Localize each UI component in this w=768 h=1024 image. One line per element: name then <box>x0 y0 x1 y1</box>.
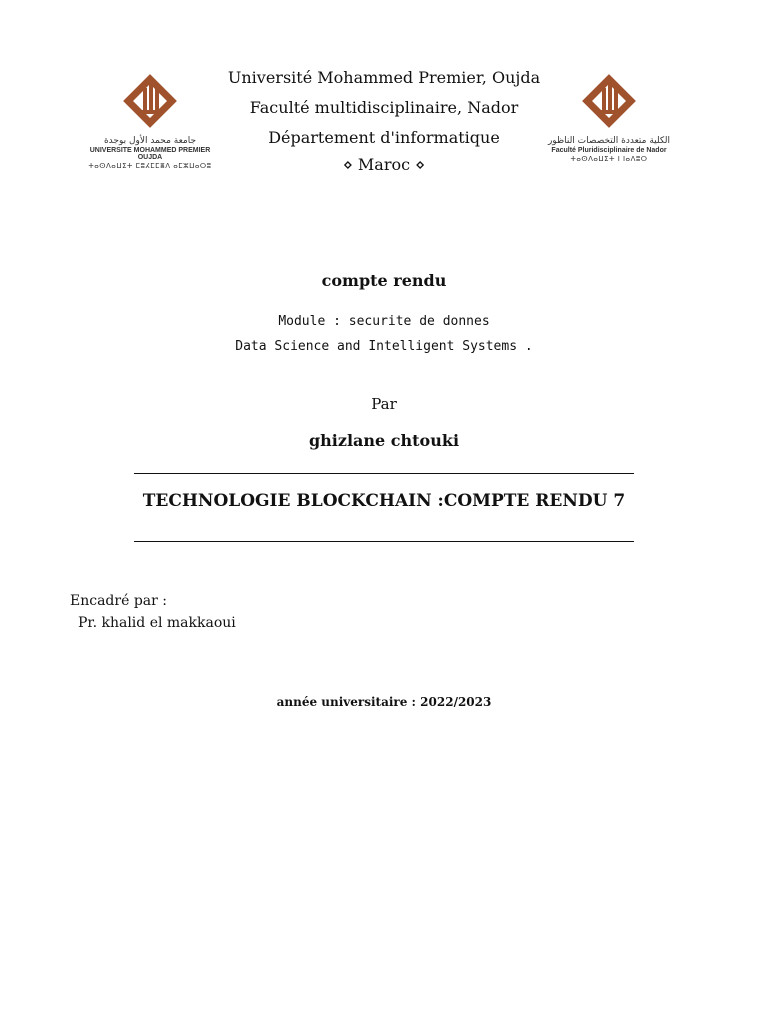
supervisor-name: Pr. khalid el makkaoui <box>78 615 236 631</box>
supervisor-block <box>70 590 236 634</box>
logo-arabic-text: جامعة محمد الأول بوجدة <box>103 136 197 146</box>
program-line: Data Science and Intelligent Systems . <box>235 339 533 354</box>
logo-arabic-text: الكلية متعددة التخصصات الناظور <box>547 136 671 146</box>
country-name: ⋄ Maroc ⋄ <box>342 155 426 174</box>
by-label: Par <box>371 395 397 413</box>
document-title: TECHNOLOGIE BLOCKCHAIN :COMPTE RENDU 7 <box>142 491 626 511</box>
author-name: ghizlane chtouki <box>308 431 460 450</box>
institution-header <box>0 63 768 177</box>
module-info <box>0 309 768 359</box>
report-type: compte rendu <box>321 271 447 290</box>
faculty-name: Faculté multidisciplinaire, Nador <box>249 98 519 117</box>
supervisor-label: Encadré par : <box>70 593 167 609</box>
university-name: Université Mohammed Premier, Oujda <box>227 68 541 87</box>
logo-french-text: UNIVERSITE MOHAMMED PREMIER OUJDA <box>89 147 211 161</box>
academic-year: année universitaire : 2022/2023 <box>276 695 492 709</box>
title-rule-top <box>134 473 634 474</box>
logo-tifinagh-text: ⵜⴰⵙⴷⴰⵡⵉⵜ ⵏ ⵏⴰⴷⵓⵔ <box>570 155 648 163</box>
logo-tifinagh-text: ⵜⴰⵙⴷⴰⵡⵉⵜ ⵎⵓⵃⵎⵎⴻⴷ ⴰⵎⵣⵡⴰⵔⵓ <box>88 162 212 170</box>
department-name: Département d'informatique <box>268 128 500 147</box>
logo-french-text: Faculté Pluridisciplinaire de Nador <box>551 147 667 154</box>
title-rule-bottom <box>134 541 634 542</box>
module-line: Module : securite de donnes <box>278 314 490 329</box>
